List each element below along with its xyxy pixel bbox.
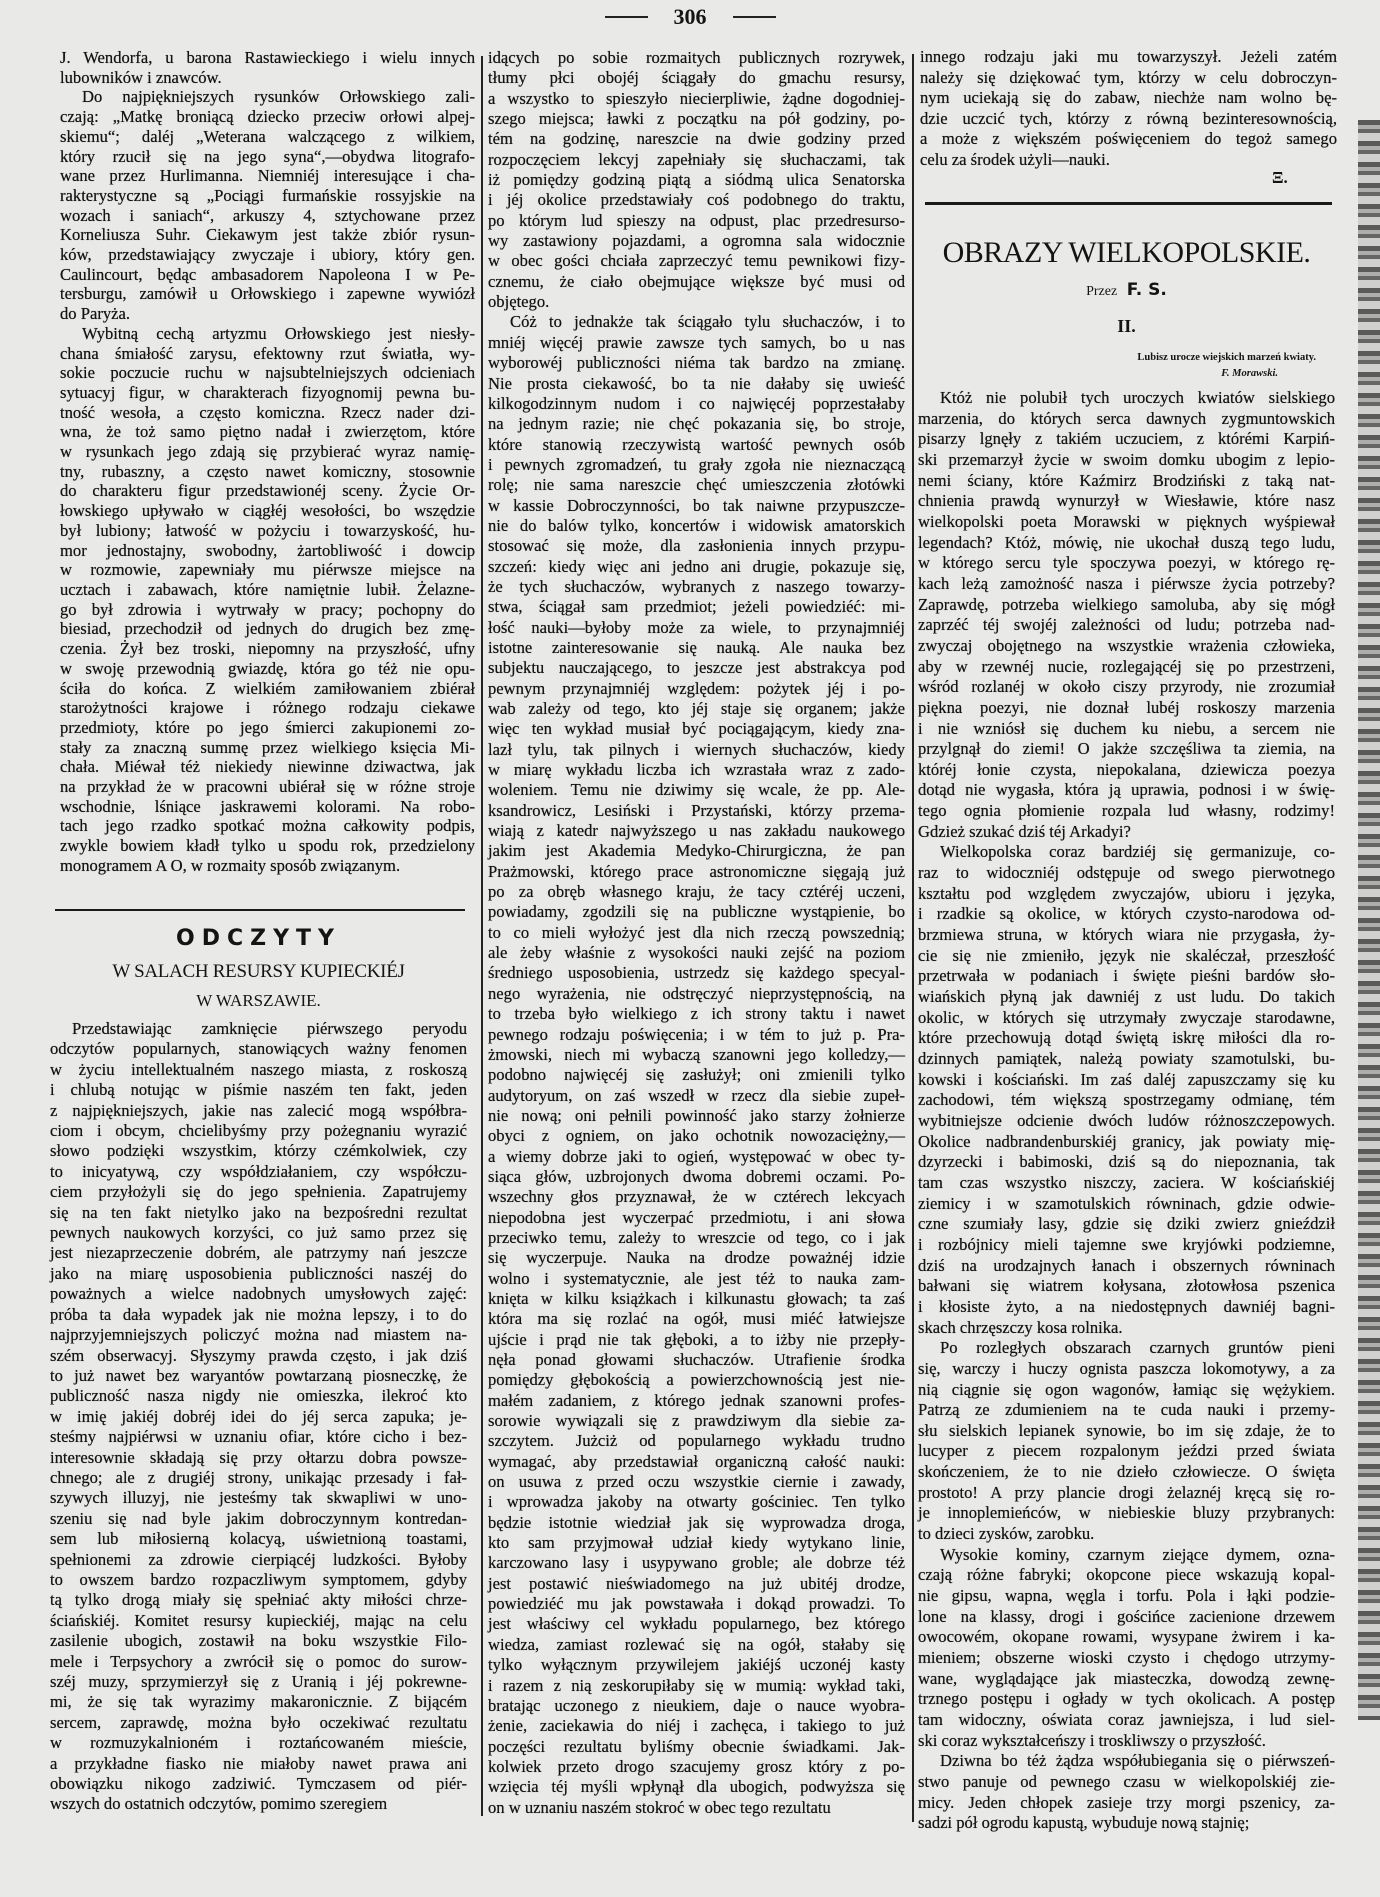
paragraph [60,48,475,87]
text-line: sercem, zaprawdę, można było oczekiwać rezultatu [50,1712,467,1732]
text-line: tłumy płci obojéj ściągały do gmachu resursy, [488,68,905,88]
text-line: przylgnął do ziemi! O jakże szczęśliwa ta ziemia, na [918,739,1335,759]
text-line: Patrzą ze zdumieniem na te cuda nauki i przemy- [918,1400,1335,1420]
text-line: pewnym przynajmniéj względem: pożytek jéj i po- [488,678,905,698]
text-line: Przedstawiając zamknięcie piérwszego peryodu [72,1019,467,1038]
text-line: legendach? Któż, mówię, nie ukochał duszą tego ludu, [918,532,1335,552]
text-line: kowski i kościański. Im zaś daléj zapuszczamy się ku [918,1069,1335,1089]
text-line: tego ognia płomienie rozpala lud własny, rodzimy! [918,801,1335,821]
text-line: rozpoczęciem lekcyj zapełniały się słuchaczami, tak [488,149,905,169]
text-line: a wiemy dobrze jaki to ogień, występować w obec ty- [488,1146,905,1166]
text-line: do charakteru figur przedstawionéj sceny. Życie Or- [60,481,475,501]
text-line: najprzyjemniejszych policzyć można nad miastem na- [50,1325,467,1345]
text-line: wane, wyglądające jak miasteczka, dowodzą zewnę- [918,1668,1335,1688]
text-line: kształtu pod względem zwyczajów, ubioru i języka, [918,883,1335,903]
text-line: Po rozległych obszarach czarnych gruntów pieni [940,1338,1335,1358]
text-line: wschodnie, lśniące jaskrawemi kolorami. Na robo- [60,796,475,816]
text-line: z najpiękniejszych, jakie nas zalecić mogą współbra- [50,1100,467,1120]
text-line: sytuacyj figur, w charakterach fizyognomij pewna bu- [60,382,475,402]
text-line: po za obręb własnego kraju, że tacy cztéréj uczeni, [488,882,905,902]
odczyty-article-continuation [488,48,905,1818]
text-line: wybitniejsze odcienie dwóch ludów różnoszczepowych. [918,1110,1335,1130]
paragraph [918,842,1335,1338]
text-line: lucyper z piecem rozpalonym jeździ przed świata [918,1441,1335,1461]
text-line: to trzeba było wielkiego z ich strony taktu i nawet [488,1004,905,1024]
text-line: wiańskich płyną jak dawniéj z ust ludu. Do takich [918,987,1335,1007]
text-line: to dzieci zysków, zarobku. [918,1524,1095,1544]
paragraph [918,388,1335,842]
text-line: był lubiony; łatwość w pożyciu i towarzyskość, hu- [60,520,475,540]
text-line: wśród rozlanéj w około ciszy przyrody, nie zrozumiał [918,677,1335,697]
text-line: woleniem. Temu nie dziwimy się wcale, że pp. Ale- [488,780,905,800]
text-line: lazł tylu, tak pilnych i wiernych słuchaczów, kiedy [488,739,905,759]
text-line: go był zdrowia i wytrwały w pracy; pochopny do [60,599,475,619]
text-line: mniéj więcéj prawie zawsze tych samych, bo u nas [488,332,905,352]
text-line: wna, że toż samo piętno nadał i zwierzętom, które [60,422,475,442]
text-line: wozach i saniach“, arkuszy 4, sztychowane przez [60,205,475,225]
text-line: sorowie wywiązali się z prawdziwym dla siebie za- [488,1411,905,1431]
text-line: skończeniem, że to nie dzieło człowiecze. O święta [918,1462,1335,1482]
text-line: owocowém, okopane rowami, wysypane żwirem i ka- [918,1627,1335,1647]
text-line: raz to widoczniéj odstępuje od swego pierwotnego [918,863,1335,883]
text-line: mieniem; obszerne wioski czysto i chędogo utrzymy- [918,1648,1335,1668]
text-line: skach chrzęszczy kosa rolnika. [918,1317,1123,1337]
text-line: obyci z ogniem, on jako ochotnik nowozaciężny,— [488,1126,905,1146]
text-line: Wielkopolska coraz bardziéj się germanizuje, co- [940,842,1335,862]
text-line: próba ta dała wypadek jak nie można lepszy, i to do [50,1304,467,1324]
text-line: przeciwko temu, zależy to wreszcie od tego, co i jak [488,1227,905,1247]
paragraph [918,1545,1335,1752]
text-line: Korneliusza Suhr. Ciekawym jest także zbiór rysun- [60,225,475,245]
text-line: nią ciągnie się ogon wagonów, łamiąc się wężykiem. [918,1379,1335,1399]
text-line: w życiu intellektualném naszego miasta, z roskoszą [50,1059,467,1079]
text-line: jakim jest Akademia Medyko-Chirurgiczna, że pan [488,841,905,861]
text-line: i rzadkie są okolice, w których czysto-narodowa od- [918,904,1335,924]
text-line: żenie, zaciekawia do niéj i zachęca, i takiego to już [488,1716,905,1736]
text-line: czają: „Matkę broniącą dziecko przeciw orłowi alpej- [60,107,475,127]
author-signature: Ξ. [1272,168,1288,187]
text-line: stwa, ściągał sam przedmiot; jeżeli powiedziéć: mi- [488,597,905,617]
text-line: kolwiek przeto drogo szacujemy grosz który z po- [488,1756,905,1776]
text-line: monogramem A O, w rozmaity sposób związanym. [60,855,401,875]
text-line: w którego sercu tyle spoczywa poezyi, w którego rę- [918,553,1335,573]
text-line: tach jego rzadko spotkać można całkowity podpis, [60,816,475,836]
text-line: chnego; ale z drugiéj strony, unikając przesady i fał- [50,1467,467,1487]
text-line: pewnego rodzaju poświęcenia; i w tém to już p. Pra- [488,1024,905,1044]
part-number: II. [1117,316,1136,336]
epigraph-author: F. Morawski. [1221,368,1278,379]
text-line: cie się nie zmieniło, język nie skaléczał, przeszłość [918,945,1335,965]
text-line: tersburgu, zamówił u Orłowskiego i zapewne wywiózł [60,284,475,304]
text-line: kilkogodzinnym nudom i co najwięcéj poprzestałaby [488,393,905,413]
text-line: marzenia, do których serca dawnych zygmuntowskich [918,408,1335,428]
page-header [560,2,820,32]
text-line: publiczność nasza nigdy nie omieszka, ilekroć kto [50,1386,467,1406]
text-line: nym uciekają się do zabaw, niechże nam wolno bę- [920,88,1337,108]
article-title-obrazy: OBRAZY WIELKOPOLSKIE. [942,236,1311,269]
text-line: która ma się rozlać na ogół, musi miéć łatwiejsze [488,1309,905,1329]
text-line: mi, że się tak wyrazimy makaronicznie. Z bijącém [50,1692,467,1712]
text-line: spełnionemi za zdrowie cierpiącéj ludzkości. Byłoby [50,1549,467,1569]
text-line: tny, rubaszny, a często nawet komiczny, stosownie [60,461,475,481]
text-line: idących po sobie rozmaitych publicznych rozrywek, [488,48,905,67]
text-line: on w uznaniu naszém stokroć w obec tego rezultatu [488,1797,831,1817]
text-line: się, warczy i huczy ognista paszcza lokomotywy, a za [918,1358,1335,1378]
text-line: średniego usposobienia, ustrzedz się każdego specyal- [488,963,905,983]
text-line: i razem z nią zeskorupiłaby się w mumią: wykład taki, [488,1675,905,1695]
text-line: obowiązku nikogo zadziwić. Tymczasem od piér- [50,1774,467,1794]
text-line: wyborowéj publiczności niéma tak bardzo na zmianę. [488,353,905,373]
text-line: prostoto! A przy plancie drogi żelaznéj kręcą się ro- [918,1482,1335,1502]
text-line: siąca głów, uzbrojonych dwoma dobremi oczami. Po- [488,1166,905,1186]
text-line: wane przez Hurlimanna. Niemniéj interesujące i cha- [60,166,475,186]
article-separator [925,202,1332,205]
text-line: on usuwa z przed oczu wszystkie ciernie i zawady, [488,1472,905,1492]
text-line: na przykład że w pracowni ubiérał się w różne stroje [60,777,475,797]
text-line: tność wesoła, a często komiczna. Rzecz nader dzi- [60,402,475,422]
text-line: wy zastawiony pojazdami, a ogromna sala widocznie [488,231,905,251]
text-line: więc ten wykład musiał być pociągającym, kiedy zna- [488,719,905,739]
text-line: poważnych a wielce nadobnych umysłowych zajęć: [50,1284,467,1304]
text-line: innego rodzaju jaki mu towarzyszył. Jeżeli zatém [920,47,1337,66]
text-line: Gdzież szukać dziś téj Arkadyi? [918,821,1131,841]
text-line: przedmioty, które po jego śmierci zakupionemi zo- [60,717,475,737]
text-line: szeniu się nad byle jakim dobroczynnym kontredan- [50,1508,467,1528]
text-line: stwo panuje od pewnego czasu w wielkopolskiéj zie- [918,1771,1335,1791]
text-line: jako na miarę usposobienia publiczności naszéj do [50,1263,467,1283]
text-line: Do najpiękniejszych rysunków Orłowskiego zali- [82,87,475,107]
text-line: je innoplemieńców, w niebieskie bluzy przybranych: [918,1503,1335,1523]
text-line: micy. Jeden chłopek zasieje trzy morgi pszenicy, za- [918,1792,1335,1812]
adjacent-page-edge [1358,120,1380,1720]
text-line: Cóż to jednakże tak ściągało tylu słuchaczów, i to [510,312,905,332]
text-line: biesiad, przechodził od jednych do drugich bez zmę- [60,619,475,639]
text-line: czają różne fabryki; okopcone piece wskazują kopal- [918,1565,1335,1585]
text-line: pewnych naukowych korzyści, co już samo przez się [50,1223,467,1243]
paragraph [60,87,475,323]
text-line: wolno i systematycznie, ale jest téż to nauka zam- [488,1268,905,1288]
text-line: zachodowi, tém większą spostrzegamy odmianę, tém [918,1090,1335,1110]
text-line: tą tylko drogą miały się spełniać akty miłości chrze- [50,1590,467,1610]
text-line: się wyczerpuje. Nauka na drodze poważnéj idzie [488,1248,905,1268]
page-number: 306 [673,4,707,29]
text-line: mele i Terpsychory a zwrócił się o pomoc do surow- [50,1651,467,1671]
text-line: trznego postępu i ogłady w tych okolicach. A postęp [918,1689,1335,1709]
text-line: wiedza, zamiast rozlewać się na ogół, stałaby się [488,1634,905,1654]
text-line: nie nową; oni pełnili powinność jako starzy żołnierze [488,1105,905,1125]
text-line: i pewnych zgromadzeń, tu grały zgoła nie nieznaczącą [488,454,905,474]
text-line: i rozbójnicy mieli tajemne swe kryjówki podziemne, [918,1234,1335,1254]
text-line: széj muzy, sprzymierzył się z Uranią i jéj pokrewne- [50,1672,467,1691]
text-line: skiemu“; daléj „Weterana walczącego z wilkiem, [60,126,475,146]
epigraph: Lubisz urocze wiejskich marzeń kwiaty. [1137,352,1316,363]
text-line: w rozmuzykalnioném i roztańcowaném mieście, [50,1733,467,1753]
text-line: a może z większém poświęceniem do tegoż samego [920,129,1337,149]
text-line: należy się dziękować tym, którzy w celu dobroczyn- [920,67,1337,87]
text-line: J. Wendorfa, u barona Rastawieckiego i wielu innych [60,48,475,67]
text-line: Dziwna bo téż żądza współubiegania się o piérwszeń- [940,1751,1335,1771]
text-line: w rozmowie, zapewniały mu piérwsze miejsce na [60,560,475,580]
text-line: i kłosiste żyto, a na niedostępnych dawniéj bagni- [918,1296,1335,1316]
text-line: nęła ponad głowami słuchaczów. Utrafienie środka [488,1350,905,1369]
text-line: szego miejsca; ławki z początku na pół godziny, po- [488,109,905,129]
text-line: ale żeby właśnie z wysokości nauki zejść na poziom [488,943,905,963]
text-line: będzie istotnie wiedział jak się wyprowadza droga, [488,1512,905,1532]
text-line: pisarzy lgnęły z takiém uczuciem, z którémi Karpiń- [918,429,1335,449]
text-line: i nie wzniósł się duchem ku niebu, a sercem nie [918,718,1335,738]
article-title-odczyty: ODCZYTY [176,926,341,951]
text-line: który rzucił się na jego syna“,—obydwa litografo- [60,146,475,166]
text-line: knięta w kilku książkach i kilkunastu głowach; ta zaś [488,1288,905,1308]
text-line: wielkopolski poeta Morawski w pięknych wyśpiewał [918,511,1335,531]
text-line: piękna poezyi, nie doznał lubéj roskoszy marzenia [918,697,1335,717]
text-line: czenia. Żył bez troski, niepomny na przyszłość, ufny [60,639,475,659]
text-line: celu za środek użyli—nauki. [920,149,1110,169]
text-line: ściła do końca. Z wielkiém zamiłowaniem zbiérał [60,678,475,698]
column-divider-left [481,56,483,1816]
text-line: to inicyatywą, czy współdziałaniem, czy współczu- [50,1161,467,1181]
odczyty-article-body [50,1019,467,1815]
text-line: tam widoczny, oświata coraz jawniejsza, i lud siel- [918,1710,1335,1729]
paragraph [50,1019,467,1815]
text-line: łość nauki—byłoby może za wiele, to przynajmniéj [488,617,905,637]
text-line: wiają z katedr najwyższego u nas zakładu naukowego [488,821,905,841]
text-line: audytoryum, on zaś wszedł w rzecz dla siebie zupeł- [488,1085,905,1105]
text-line: tylko wyłącznym przywilejem jakiéjś uczonéj kasty [488,1655,905,1675]
text-line: steśmy najpiérwsi w uznaniu ofiar, które cicho i bez- [50,1427,467,1447]
text-line: a przykładne fiasko nie miałoby nawet prawa ani [50,1753,467,1773]
text-line: brzmiewa struna, w których wiara nie przygasła, ży- [918,925,1335,945]
text-line: Wysokie kominy, czarnym ziejące dymem, ozna- [940,1544,1335,1564]
text-line: objętego. [488,292,550,312]
text-line: zasilenie ubogich, zostawił na boku wszystkie Filo- [50,1631,467,1651]
text-line: i chlubą notując w piśmie naszém ten fakt, jeden [50,1080,467,1100]
article-subtitle: W SALACH RESURSY KUPIECKIÉJ [112,961,405,982]
text-line: to owszem bardzo rozpaczliwym symptomem, gdyby [50,1569,467,1589]
text-line: w obec gości chciała zaprzeczyć temu pewnikowi fizy- [488,251,905,271]
header-rule-left [605,16,648,18]
article-place: W WARSZAWIE. [196,991,321,1010]
text-line: zwykle bowiem kładł tylko u spodu rok, przedzielony [60,836,475,856]
text-line: dzie uczcić tych, którzy z równą bezinteresownością, [920,108,1337,128]
text-line: nie do balów tylko, koncertów i widowisk amatorskich [488,515,905,535]
text-line: sadzi pół ogrodu kapustą, wybuduje nową stajnię; [918,1813,1250,1833]
text-line: do Paryża. [60,304,131,324]
text-line: a wszystko to spieszyło niecierpliwie, żądne dogodniej- [488,88,905,108]
text-line: mor jednostajny, swobodny, żartobliwość i dowcip [60,540,475,560]
paragraph [488,48,905,312]
text-line: że tych słuchaczów, wybranych z naszego towarzy- [488,576,905,596]
text-line: jest właściwy cel wykładu popularnego, bez którego [488,1614,905,1634]
text-line: przetrwała w podaniach i święte pieśni bardów sło- [918,966,1335,986]
text-line: się na ten fakt nietylko jako na bezpośredni rezultat [50,1202,467,1222]
text-line: i wprowadza jakoby na otwarty gościniec. Ten tylko [488,1492,905,1512]
text-line: szczytem. Jużciż od popularnego wykładu trudno [488,1431,905,1451]
text-line: ściańskiéj. Komitet resursy kupieckiéj, mając na celu [50,1610,467,1630]
text-line: starożytności krajowe i różnego rodzaju ciekawe [60,698,475,718]
text-line: dzyrzecki i babimoski, dziś są do niepoznania, tak [918,1152,1335,1172]
odczyty-article-ending [920,47,1337,171]
text-line: słu sielskich lepianek synowie, bo im się zdaje, że to [918,1420,1335,1440]
text-line: nie gipsu, wapna, węgla i torfu. Pola i łąki podzie- [918,1586,1335,1606]
text-line: łowskiego upływało w ciągłéj wesołości, bo wszędzie [60,501,475,521]
text-line: subjektu nauczającego, to jeszcze jest abstrakcya pod [488,658,905,678]
text-line: jest niezaprzeczenie dobrém, ale patrzymy nań jeszcze [50,1243,467,1263]
text-line: chała. Miéwał téż niekiedy niewinne dziwactwa, jak [60,757,475,777]
text-line: ujście i prąd nie tak głęboki, a to iżby nie przepły- [488,1329,905,1349]
text-line: po którym lud spieszy na odpust, plac przedresurso- [488,210,905,230]
text-line: wab zależy od tego, kto jéj staje się organem; jakże [488,699,905,718]
text-line: powiadamy, zgodzili się na publiczne wystąpienie, bo [488,902,905,922]
text-line: lubowników i znawców. [60,67,222,87]
text-line: zwyczaj obojętnego na wszystkie wrażenia człowieka, [918,635,1335,655]
text-line: ciom i obcym, chcielibyśmy przy pożegnaniu wyrazić [50,1121,467,1141]
text-line: rolę; nie sama nareszcie chęć umieszczenia złotówki [488,475,905,495]
orlowski-article-continuation [60,48,475,876]
text-line: tam czas wszystko niszczy, zaciera. W kościańskiéj [918,1172,1335,1192]
text-line: małém zadaniem, z którego jednak szanowni profes- [488,1390,905,1410]
text-line: i jéj okolice przedstawiały coś podobnego do traktu, [488,190,905,210]
text-line: Zaprawdę, potrzeba wielkiego samoluba, aby się mógł [918,594,1335,614]
text-line: jest postawić nieświadomego na już ubitéj drodze, [488,1573,905,1593]
text-line: ucztach i zabawach, które namiętnie lubił. Żelazne- [60,579,475,599]
text-line: zaprzéć téj swojéj zależności od ludu; potrzeba nad- [918,615,1335,635]
text-line: niepodobna jest wyczerpać przedmiotu, i ani słowa [488,1207,905,1227]
byline-author: F. S. [1126,280,1167,300]
text-line: nemi ściany, które Kaźmirz Brodziński z taką nat- [918,470,1335,490]
text-line: ski coraz wykształceńszy i troskliwszy o przyszłość. [918,1730,1266,1750]
text-line: istotne zainteresowanie się nauką. Ale nauka bez [488,637,905,657]
text-line: cznemu, że ciało obejmujące większe być musi od [488,271,905,291]
paragraph [920,47,1337,171]
text-line: któréj łonie czysta, niepokalana, dziewicza poezya [918,759,1335,779]
text-line: to co mieli wyłożyć jest dla nich rzeczą powszednią; [488,922,905,942]
text-line: ksandrowicz, Lesiński i Przystański, którzy przema- [488,800,905,820]
paragraph [60,324,475,876]
text-line: w kassie Dobroczynności, bo tak naiwne przypuszcze- [488,495,905,515]
text-line: ski przemarzył życie w swoim domku ubogim z lepio- [918,449,1335,469]
text-line: bratając uczonego z nieukiem, daje o nauce wyobra- [488,1695,905,1715]
text-line: Okolice nadbrandenburskiéj granicy, jak powiaty mię- [918,1131,1335,1151]
text-line: które przechowują dotąd świętą iskrę miłości dla ro- [918,1028,1335,1048]
text-line: wszych do ostatnich odczytów, pomimo szeregiem [50,1794,388,1814]
text-line: ków, przedstawiający zwyczaje i ubiory, który gen. [60,245,475,265]
text-line: iż pomiędzy godziną piątą a siódmą ulica Senatorska [488,170,905,190]
text-line: odczytów popularnych, stanowiących ważny fenomen [50,1039,467,1059]
header-rule-right [733,16,776,18]
obrazy-article-body [918,388,1335,1834]
text-line: bałwani się wiatrem kołysana, złotowłosa pszenica [918,1276,1335,1296]
text-line: to już nawet bez waryantów powtarzaną piosneczkę, że [50,1365,467,1385]
text-line: powiedziéć mu jak powstawała i dokąd prowadzi. To [488,1594,905,1614]
text-line: szczeń: kiedy więc ani jedno ani drugie, pokazuje się, [488,556,905,576]
text-line: w miarę wykładu liczba ich wzrastała wraz z zado- [488,760,905,780]
text-line: nego wyrażenia, nie odstręczyć nieprzystępnością, na [488,983,905,1003]
text-line: w rysunkach jego zdają się przybierać wyraz namię- [60,442,475,462]
text-line: Prażmowski, którego prace astronomiczne sięgają już [488,861,905,881]
text-line: aby w rzewnéj nucie, rozlegającéj się po przestrzeni, [918,656,1335,676]
text-line: w imię jakiéj dobréj idei do jéj serca zapuka; je- [50,1406,467,1426]
text-line: Nie prosta ciekawość, bo ta nie dałaby się uwieść [488,373,905,393]
text-line: karczowano lasy i usypywano groble; ale dobrze téż [488,1553,905,1573]
text-line: dziś na urodzajnych łanach i obszernych równinach [918,1255,1335,1275]
text-line: Któż nie polubił tych uroczych kwiatów sielskiego [940,388,1335,407]
text-line: chana śmiałość zarysu, efektowny rzut światła, wy- [60,343,475,363]
text-line: ziemicy i w szamotulskich równinach, gdzie odwie- [918,1193,1335,1213]
text-line: wymagać, aby przedstawiał organiczną całość nauki: [488,1451,905,1471]
text-line: Wybitną cechą artyzmu Orłowskiego jest niesły- [82,323,475,343]
text-line: kach leżą zamożność nasza i piérwsze życia potrzeby? [918,573,1335,593]
text-line: szywych illuzyj, nie jesteśmy tak skwapliwi w uno- [50,1488,467,1508]
text-line: słowo podzięki wszystkim, którzy czémkolwiek, czy [50,1141,467,1161]
text-line: Caulincourt, będąc ambasadorem Napoleona I w Pe- [60,264,475,284]
text-line: interesownie składają się przy ołtarzu dobra powsze- [50,1447,467,1467]
text-line: pomiędzy głębokością a powierzchownością jest nie- [488,1370,905,1390]
text-line: czne szumiały lasy, gdzie się dziki zwierz gnieździł [918,1214,1335,1234]
text-line: kto sam przyjmował udział kiedy wytykano linie, [488,1533,905,1553]
text-line: chnienia prawdą wynurzył w Wiesławie, które nasz [918,491,1335,511]
text-line: lone na klassy, drogi i gościńce zacienione drzewem [918,1606,1335,1626]
text-line: podobno najwięcéj się zasłużył; oni zmienili tylko [488,1065,905,1085]
text-line: sem lub miłosierną kolacyą, uświetnioną toastami, [50,1529,467,1549]
text-line: dotąd nie wygasła, która ją uprawia, podnosi i w świę- [918,780,1335,800]
column-divider-right [912,54,914,1822]
paragraph [488,312,905,1817]
paragraph [918,1751,1335,1834]
text-line: w swoję przewodnią gwiazdę, która go téż nie opu- [60,658,475,678]
paragraph [918,1338,1335,1545]
text-line: poczęści rezultatu byliśmy obecnie świadkami. Jak- [488,1736,905,1756]
text-line: rakterystyczne są „Pociągi furmańskie rossyjskie na [60,185,475,205]
text-line: stały za znaczną summę przez wielkiego księcia Mi- [60,737,475,757]
text-line: szém obserwacyj. Słyszymy prawda często, i jak dziś [50,1345,467,1365]
text-line: dzinnych pamiątek, należą powiaty szamotulski, bu- [918,1049,1335,1068]
text-line: wzięcia téj myśli wpłynął dla ubogich, podwyższa się [488,1777,905,1797]
byline-prefix: Przez [1086,284,1118,299]
text-line: wszechny głos przyznawał, że w cztérech lekcyach [488,1187,905,1207]
text-line: na jednym razie; nie chęć pokazania się, bo stroje, [488,414,905,434]
text-line: ciem przyłożyli się do jego spełnienia. Zapatrujemy [50,1182,467,1202]
article-separator [55,909,465,911]
text-line: tém na godzinę, nareszcie na dwie godziny przed [488,129,905,149]
text-line: sokie poczucie ruchu w najsubtelniejszych odcieniach [60,363,475,383]
text-line: żmowski, niech mi wybaczą szanowni jego kolledzy,— [488,1044,905,1064]
text-line: które stanowią rzeczywistą wartość pewnych osób [488,434,905,454]
byline [918,280,1335,300]
text-line: okolic, w których się utrzymały zwyczaje starodawne, [918,1007,1335,1027]
text-line: stosować się może, dla zasłonienia innych przypu- [488,536,905,556]
